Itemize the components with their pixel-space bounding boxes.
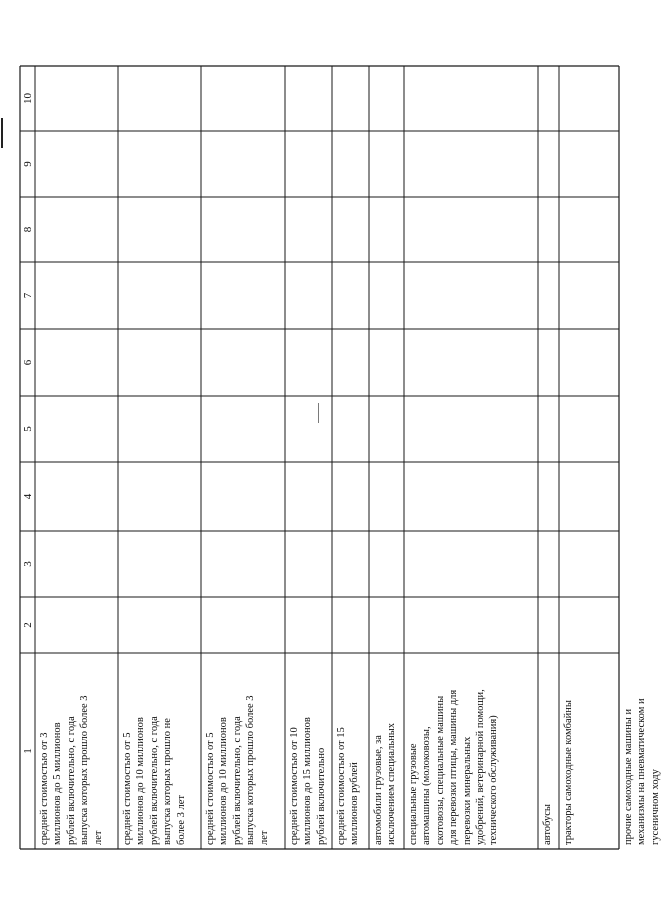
scan-mark — [1, 118, 3, 148]
row-label: средней стоимостью от 10 миллионов до 15 миллионов рублей включительно — [289, 717, 327, 845]
column-number: 2 — [22, 622, 34, 628]
column-number: 8 — [22, 226, 34, 233]
row-label: средней стоимостью от 15 миллионов рублей — [336, 727, 361, 845]
column-number: 3 — [22, 561, 34, 567]
row-label: автобусы — [542, 804, 553, 845]
row-label: средней стоимостью от 3 миллионов до 5 миллионов рублей включительно, с года выпуска которых прошло более 3 лет — [39, 695, 104, 845]
column-number: 7 — [22, 292, 34, 299]
row-label: средней стоимостью от 5 миллионов до 10 миллионов рублей включительно, с года выпуска которых прошло не более 3 лет — [122, 716, 187, 845]
row-label: средней стоимостью от 5 миллионов до 10 миллионов рублей включительно, с года выпуска которых прошло более 3 лет — [205, 695, 270, 845]
scan-mark — [318, 403, 319, 423]
row-label: специальные грузовые автомашины (молоковозы, скотовозы, специальные машины для перевозки птицы, машины для перевозки минеральных удобрений, ветеринарной помощи, технического обслуживания) — [408, 689, 500, 845]
row-label: прочие самоходные машины и механизмы на пневматическом и гусеничном ходу — [623, 698, 661, 845]
column-number: 10 — [22, 93, 34, 104]
column-number: 6 — [22, 359, 34, 366]
column-number: 9 — [22, 161, 34, 167]
row-label: тракторы самоходные комбайны — [563, 700, 574, 845]
column-number: 5 — [22, 426, 34, 432]
column-number: 1 — [22, 748, 34, 754]
column-number: 4 — [22, 493, 34, 500]
row-label: автомобили грузовые, за исключением специальных — [373, 722, 398, 845]
